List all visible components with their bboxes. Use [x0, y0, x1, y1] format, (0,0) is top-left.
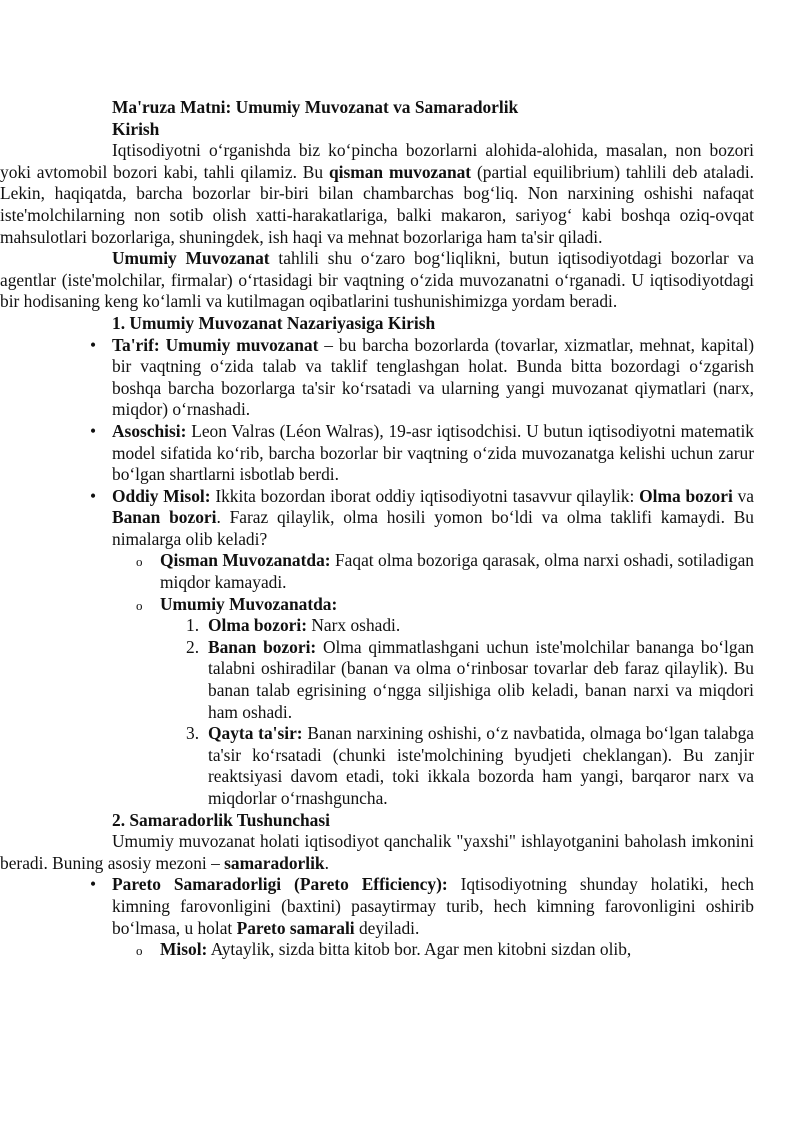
section-2-bullet-list: [90, 874, 754, 960]
numbered-item-3: [186, 723, 754, 809]
pareto-bold: Pareto samarali: [236, 917, 355, 938]
bullet-tarif: [90, 334, 754, 421]
tarif-label: Ta'rif: Umumiy muvozanat: [112, 334, 319, 355]
bullet-icon: •: [90, 874, 97, 895]
misol-va: va: [732, 485, 755, 506]
s2-bold: samaradorlik: [224, 852, 325, 873]
pareto-misol-label: Misol:: [160, 939, 208, 960]
number-label: 3.: [186, 723, 200, 744]
s2-text-a: Umumiy muvozanat holati iqtisodiyot qanchalik "yaxshi" ishlayotganini baholash imkonini beradi. Buning asosiy mezoni –: [0, 831, 754, 873]
numbered-item-text: Olma qimmatlashgani uchun iste'molchilar bananga bo‘lgan talabni oshiradilar (banan va olma o‘rinbosar tovarlar deb faraz qilaylik). Bu banan talab egrisining o‘ngga siljishiga olib keladi, banan narxi va miqdori ham oshadi.: [208, 636, 754, 722]
heading-kirish: Kirish: [112, 118, 160, 139]
pareto-misol-text: Aytaylik, sizda bitta kitob bor. Agar men kitobni sizdan olib,: [207, 939, 632, 960]
misol-sub-list: [112, 550, 754, 809]
numbered-item-label: Banan bozori:: [208, 636, 317, 657]
sub-item-pareto-misol: [136, 939, 754, 961]
intro-p1-bold: qisman muvozanat: [328, 161, 472, 182]
circle-bullet-icon: o: [136, 597, 143, 613]
numbered-item-label: Qayta ta'sir:: [208, 723, 303, 744]
bullet-icon: •: [90, 334, 97, 355]
numbered-item-text: Narx oshadi.: [307, 615, 401, 636]
misol-label: Oddiy Misol:: [112, 485, 211, 506]
misol-banan: Banan bozori: [112, 507, 217, 528]
misol-olma: Olma bozori: [639, 485, 733, 506]
numbered-item-text: Banan narxining oshishi, o‘z navbatida, olmaga bo‘lgan talabga ta'sir ko‘rsatadi (chunki iste'molchining byudjeti cheklangan). Bu zanjir reaktsiyasi davom etadi, toki ikkala bozorda ham yangi, barqaror narx va miqdorlar o‘rnashguncha.: [208, 723, 754, 808]
asoschisi-label: Asoschisi:: [112, 420, 187, 441]
heading-section-2: 2. Samaradorlik Tushunchasi: [112, 809, 330, 830]
numbered-item-label: Olma bozori:: [208, 615, 308, 636]
numbered-item-1: [186, 615, 754, 637]
pareto-text-b: deyiladi.: [354, 917, 420, 938]
document-page: [0, 97, 755, 961]
intro-p1-text-a: Iqtisodiyotni o‘rganishda biz ko‘pincha bozorlarni alohida-alohida, masalan, non bozori yoki avtomobil bozori kabi, tahli qilamiz. Bu: [0, 140, 754, 182]
bullet-icon: •: [90, 485, 97, 506]
heading-section-1: 1. Umumiy Muvozanat Nazariyasiga Kirish: [112, 312, 436, 333]
sub-item-umumiy: [136, 593, 754, 810]
intro-p2-text: tahlili shu o‘zaro bog‘liqlikni, butun iqtisodiyotdagi bozorlar va agentlar (iste'molchilar, firmalar) o‘rtasidagi bir vaqtning o‘zida muvozanatni o‘rganadi. U iqtisodiyotdagi bir hodisaning keng ko‘lamli va kutilmagan oqibatlarini tushunishimizga yordam beradi.: [0, 248, 754, 312]
circle-bullet-icon: o: [136, 554, 143, 570]
pareto-label: Pareto Samaradorligi (Pareto Efficiency):: [112, 874, 448, 895]
circle-bullet-icon: o: [136, 943, 143, 959]
intro-p1-text-c: (partial equilibrium) tahlili deb ataladi. Lekin, haqiqatda, barcha bozorlar bir-biri bilan chambarchas bog‘liq. Non narxining oshishi nafaqat iste'molchilarning non sotib olish xatti-harakatlariga, balki makaron, sariyog‘ kabi boshqa oziq-ovqat mahsulotlari bozorlariga, shuningdek, ish haqi va mehnat bozorlariga ham ta'sir qiladi.: [0, 161, 754, 247]
misol-text-a: Ikkita bozordan iborat oddiy iqtisodiyotni tasavvur qilaylik:: [210, 485, 640, 506]
bullet-asoschisi: [90, 420, 754, 486]
bullet-pareto: [90, 874, 754, 960]
number-label: 2.: [186, 636, 200, 657]
section-2-paragraph: [0, 831, 754, 874]
qisman-text: Faqat olma bozoriga qarasak, olma narxi oshadi, sotiladigan miqdor kamayadi.: [160, 550, 754, 593]
intro-paragraph-1: [0, 140, 754, 248]
sub-item-qisman: [136, 550, 754, 593]
qisman-label: Qisman Muvozanatda:: [160, 550, 331, 571]
tarif-text: – bu barcha bozorlarda (tovarlar, xizmatlar, mehnat, kapital) bir vaqtning o‘zida talab va taklif tenglashgan holat. Bunda bitta bozordagi o‘zgarish boshqa barcha bozorlarga ta'sir ko‘rsatadi va ularning yangi muvozanat qiymatlari (narx, miqdor) o‘rnashadi.: [112, 334, 754, 420]
asoschisi-text: Leon Valras (Léon Walras), 19-asr iqtisodchisi. U butun iqtisodiyotni matematik model sifatida ko‘rib, barcha bozorlar bir vaqtning o‘zida muvozanatga kelishi uchun zarur bo‘lgan shartlarni isbotlab berdi.: [112, 420, 754, 485]
umumiy-label: Umumiy Muvozanatda:: [160, 593, 338, 614]
pareto-text-a: Iqtisodiyotning shunday holatiki, hech kimning farovonligini (baxtini) pasaytirmay turib, hech kimning farovonligini oshirib bo‘lmasa, u holat: [112, 874, 754, 938]
numbered-list: [160, 615, 754, 809]
number-label: 1.: [186, 615, 200, 636]
pareto-sub-list: [112, 939, 754, 961]
section-1-bullet-list: [90, 334, 755, 810]
bullet-icon: •: [90, 420, 97, 441]
bullet-misol: [90, 485, 755, 810]
intro-p2-bold: Umumiy Muvozanat: [112, 248, 270, 269]
numbered-item-2: [186, 636, 754, 723]
misol-text-b: . Faraz qilaylik, olma hosili yomon bo‘ldi va olma taklifi kamaydi. Bu nimalarga olib keladi?: [112, 507, 754, 549]
s2-text-c: .: [324, 852, 329, 873]
intro-paragraph-2: [0, 248, 754, 313]
document-title: Ma'ruza Matni: Umumiy Muvozanat va Samaradorlik: [112, 97, 519, 117]
